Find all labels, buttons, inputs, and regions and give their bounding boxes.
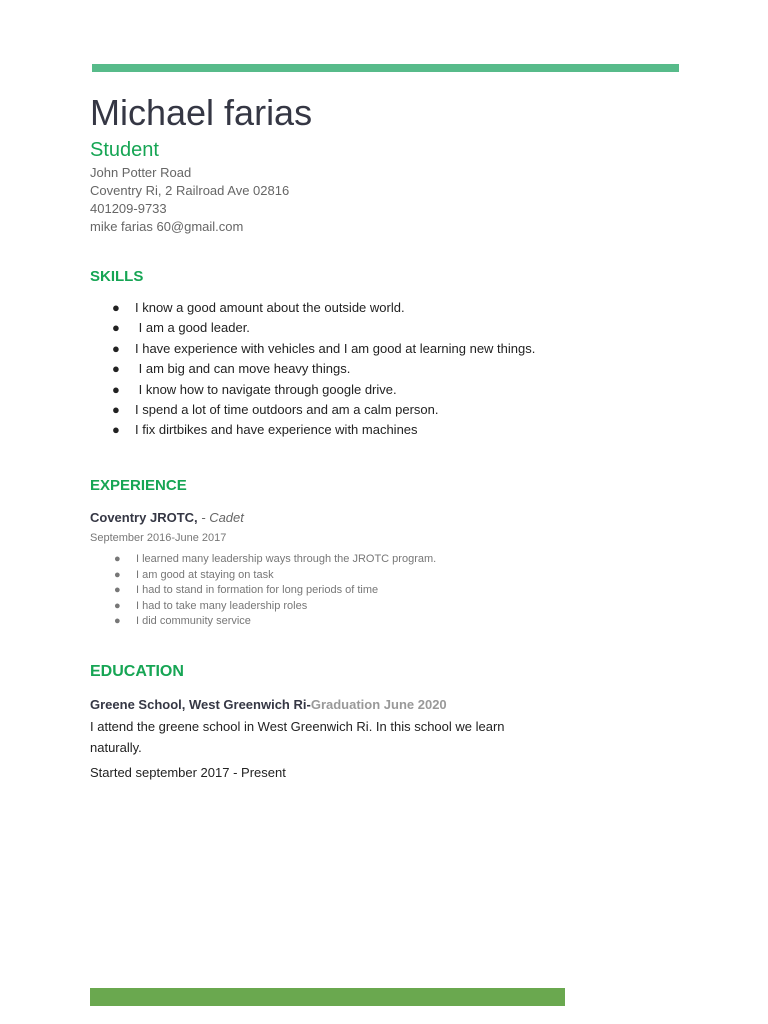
skill-text: I am a good leader. [135, 320, 250, 336]
phone: 401209-9733 [90, 201, 167, 216]
skill-text: I have experience with vehicles and I am good at learning new things. [135, 340, 536, 356]
education-description-cont: naturally. [90, 740, 142, 755]
email: mike farias 60@gmail.com [90, 219, 244, 234]
education-entry-title [90, 697, 447, 712]
person-title: Student [90, 139, 159, 161]
bullet-icon: ● [112, 402, 120, 417]
graduation-date: Graduation June 2020 [310, 697, 447, 712]
skill-text: I spend a lot of time outdoors and am a calm person. [135, 402, 439, 417]
skills-heading: SKILLS [90, 268, 144, 285]
address-line: John Potter Road [90, 165, 192, 180]
experience-org: Coventry JROTC, [90, 510, 198, 525]
education-description: I attend the greene school in West Greenwich Ri. In this school we learn [90, 719, 505, 734]
address-line: Coventry Ri, 2 Railroad Ave 02816 [90, 183, 290, 198]
skill-text: I am big and can move heavy things. [135, 361, 351, 377]
bullet-icon: ● [114, 584, 121, 596]
school-name: Greene School, West Greenwich Ri- [90, 697, 311, 712]
bullet-icon: ● [114, 568, 121, 581]
bullet-icon: ● [114, 599, 121, 612]
education-heading: EDUCATION [90, 663, 184, 680]
top-accent-bar [92, 64, 679, 72]
bullet-icon: ● [112, 300, 120, 315]
bullet-icon: ● [112, 320, 120, 336]
skill-text: I know how to navigate through google drive. [135, 381, 397, 397]
experience-dates: September 2016-June 2017 [90, 532, 227, 544]
experience-text: I had to take many leadership roles [136, 599, 308, 612]
bullet-icon: ● [112, 422, 120, 438]
experience-text: I learned many leadership ways through the JROTC program. [136, 553, 437, 565]
bullet-icon: ● [112, 340, 120, 356]
bullet-icon: ● [114, 553, 121, 565]
experience-text: I am good at staying on task [136, 568, 274, 581]
bullet-icon: ● [114, 615, 121, 627]
experience-entry-title [90, 510, 244, 525]
education-dates: Started september 2017 - Present [90, 765, 286, 780]
bullet-icon: ● [112, 381, 120, 397]
experience-heading: EXPERIENCE [90, 477, 187, 494]
bottom-accent-bar [90, 988, 565, 1006]
experience-text: I had to stand in formation for long periods of time [136, 584, 379, 596]
experience-text: I did community service [136, 615, 251, 627]
bullet-icon: ● [112, 361, 120, 377]
skill-text: I know a good amount about the outside world. [135, 300, 405, 315]
person-name: Michael farias [90, 92, 313, 133]
skill-text: I fix dirtbikes and have experience with machines [135, 422, 418, 438]
experience-role: - Cadet [197, 510, 244, 525]
